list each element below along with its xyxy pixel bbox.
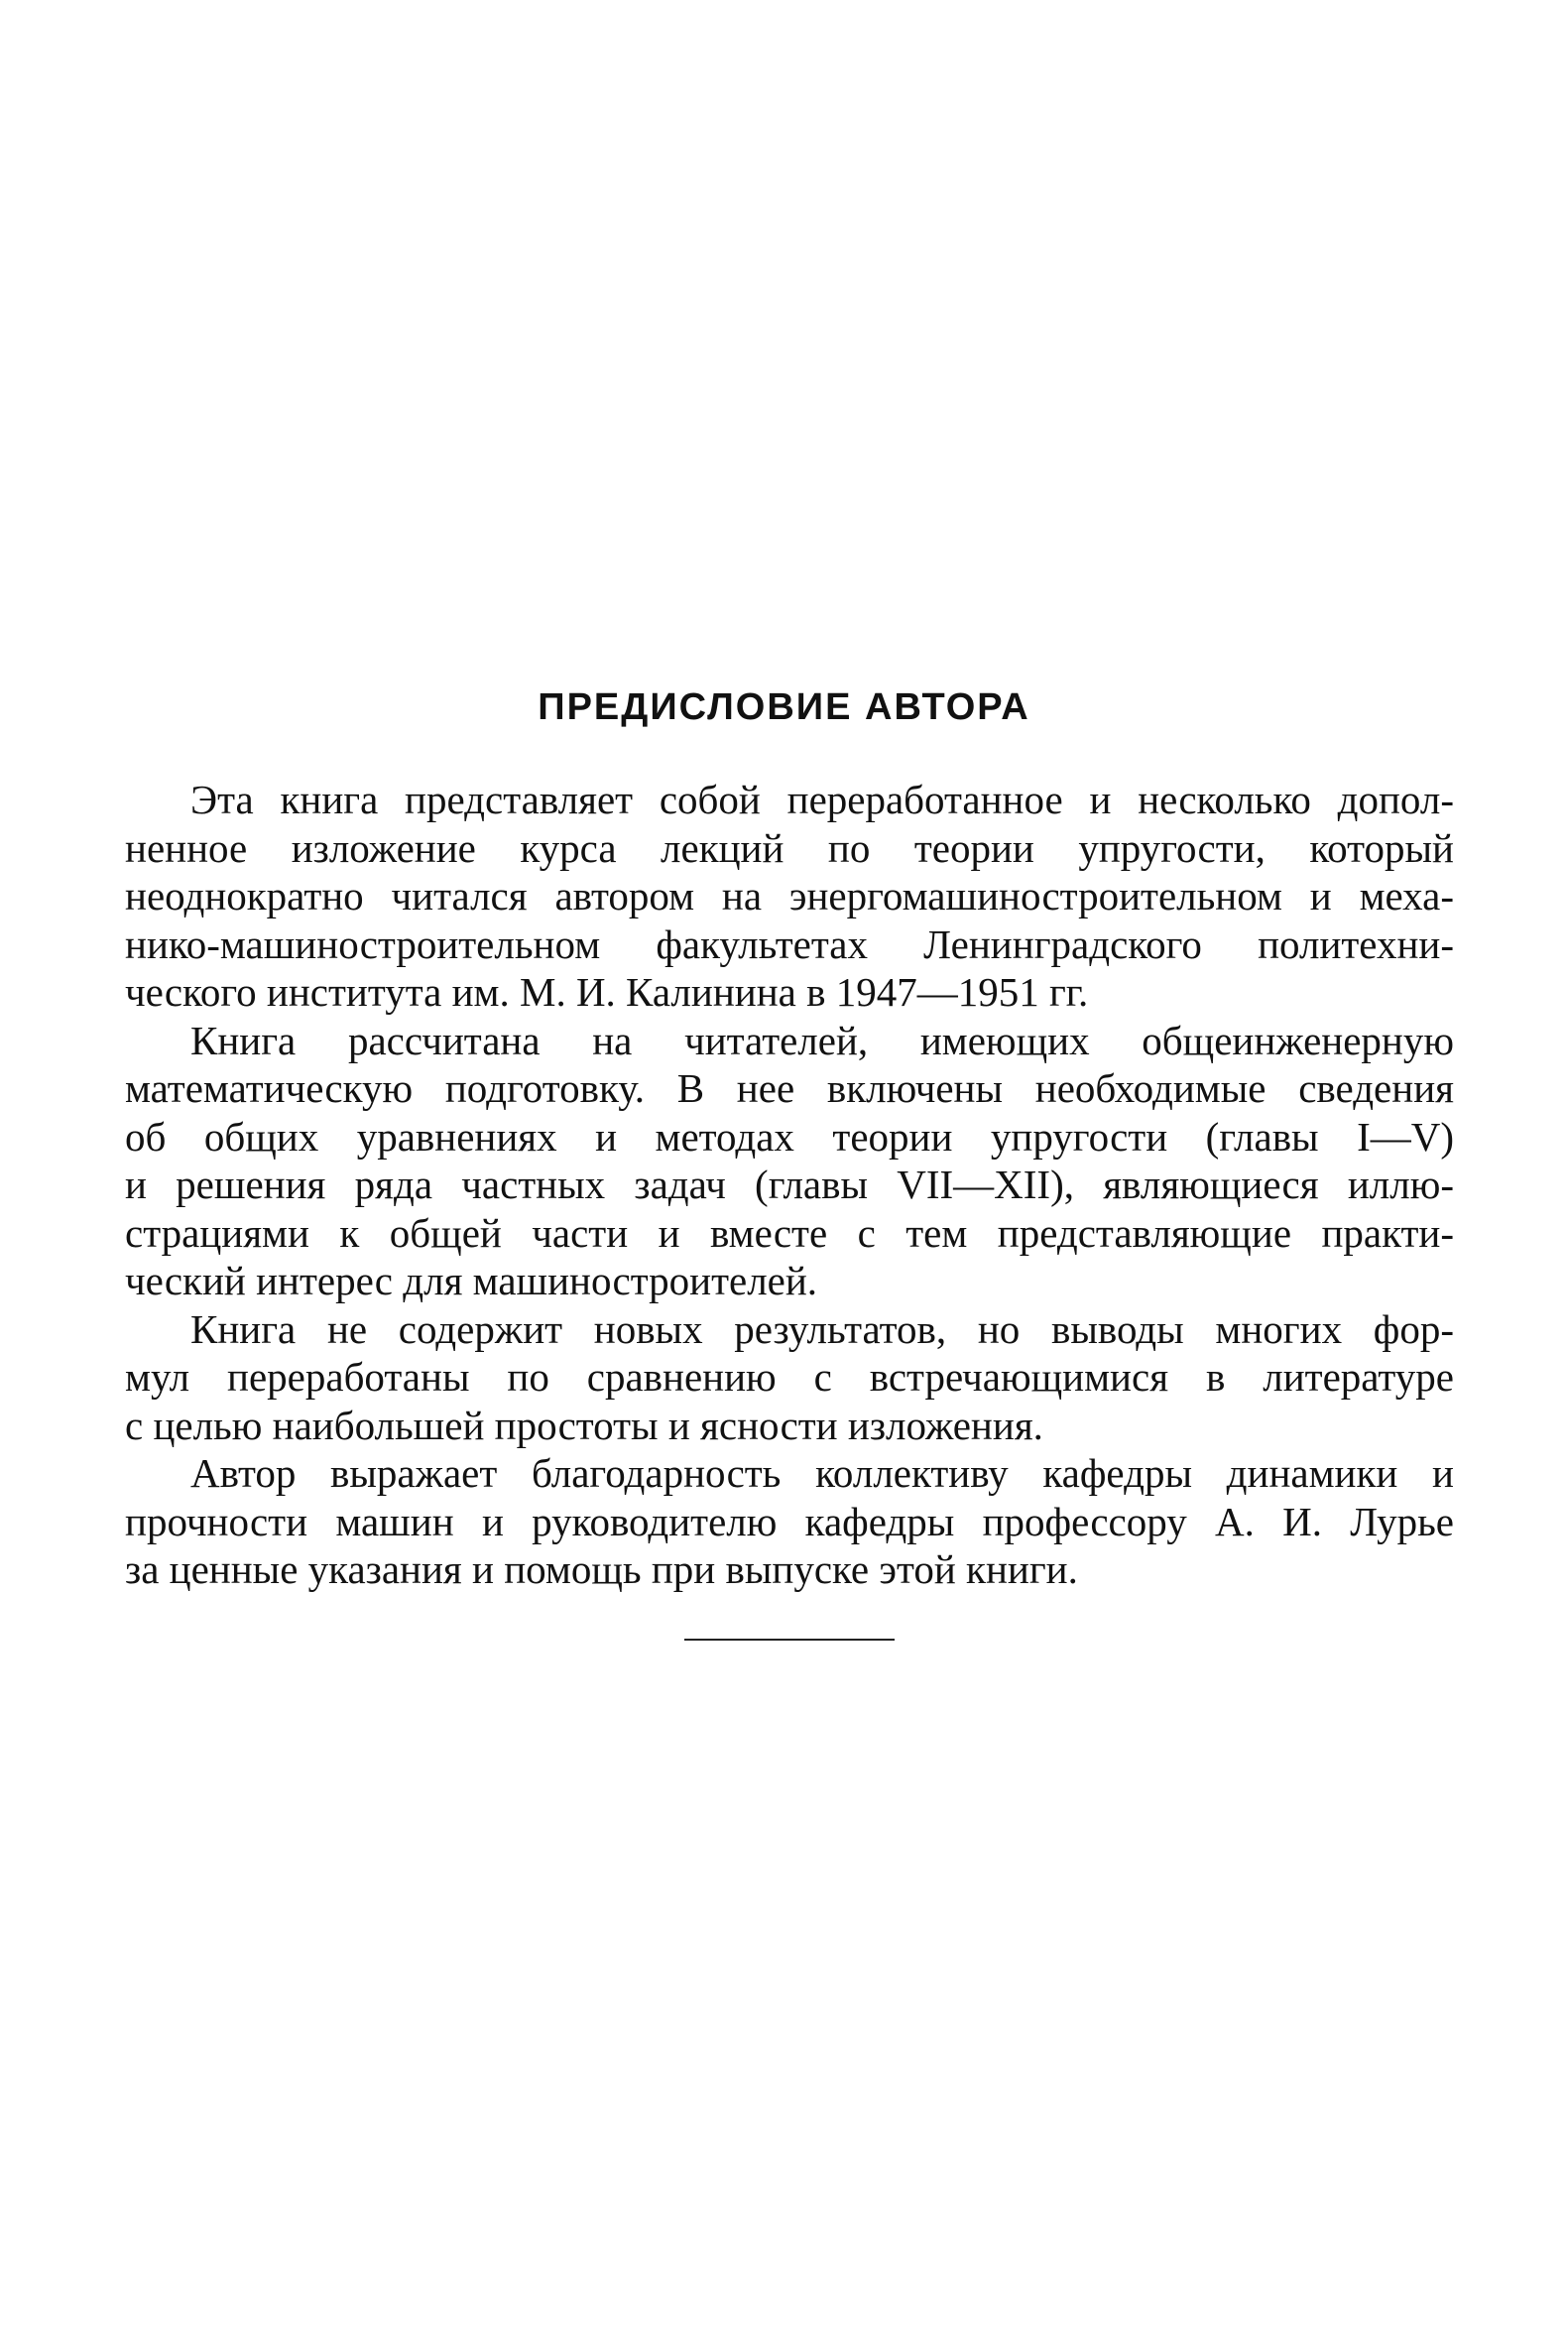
text-line: ческий интерес для машиностроителей. [125,1258,818,1303]
text-line: Книга не содержит новых результатов, но выводы многих фор- [190,1305,1454,1352]
text-line: за ценные указания и помощь при выпуске этой книги. [125,1546,1078,1592]
section-divider [684,1639,895,1641]
text-line: прочности машин и руководителю кафедры профессору А. И. Лурье [125,1498,1454,1544]
text-line: Автор выражает благодарность коллективу кафедры динамики и [190,1450,1454,1496]
preface-body [125,776,1454,1594]
text-line: ческого института им. М. И. Калинина в 1947—1951 гг. [125,969,1089,1015]
paragraph-1 [125,776,1454,1017]
text-line: мул переработаны по сравнению с встречающимися в литературе [125,1354,1454,1400]
paragraph-4 [125,1449,1454,1594]
text-line: неоднократно читался автором на энергомашиностроительном и меха- [125,873,1454,919]
text-line: ненное изложение курса лекций по теории упругости, который [125,824,1454,871]
text-line: математическую подготовку. В нее включены необходимые сведения [125,1065,1454,1111]
paragraph-3 [125,1305,1454,1450]
text-line: нико-машиностроительном факультетах Ленинградского политехни- [125,920,1454,967]
text-line: с целью наибольшей простоты и ясности изложения. [125,1402,1043,1448]
text-line: и решения ряда частных задач (главы VII—XII), являющиеся иллю- [125,1162,1454,1207]
paragraph-2 [125,1017,1454,1305]
text-line: Эта книга представляет собой переработанное и несколько допол- [190,777,1454,822]
text-line: об общих уравнениях и методах теории упругости (главы I—V) [125,1113,1454,1160]
text-line: страциями к общей части и вместе с тем представляющие практи- [125,1209,1454,1256]
page-title: ПРЕДИСЛОВИЕ АВТОРА [538,686,1030,728]
text-line: Книга рассчитана на читателей, имеющих общеинженерную [190,1017,1454,1063]
